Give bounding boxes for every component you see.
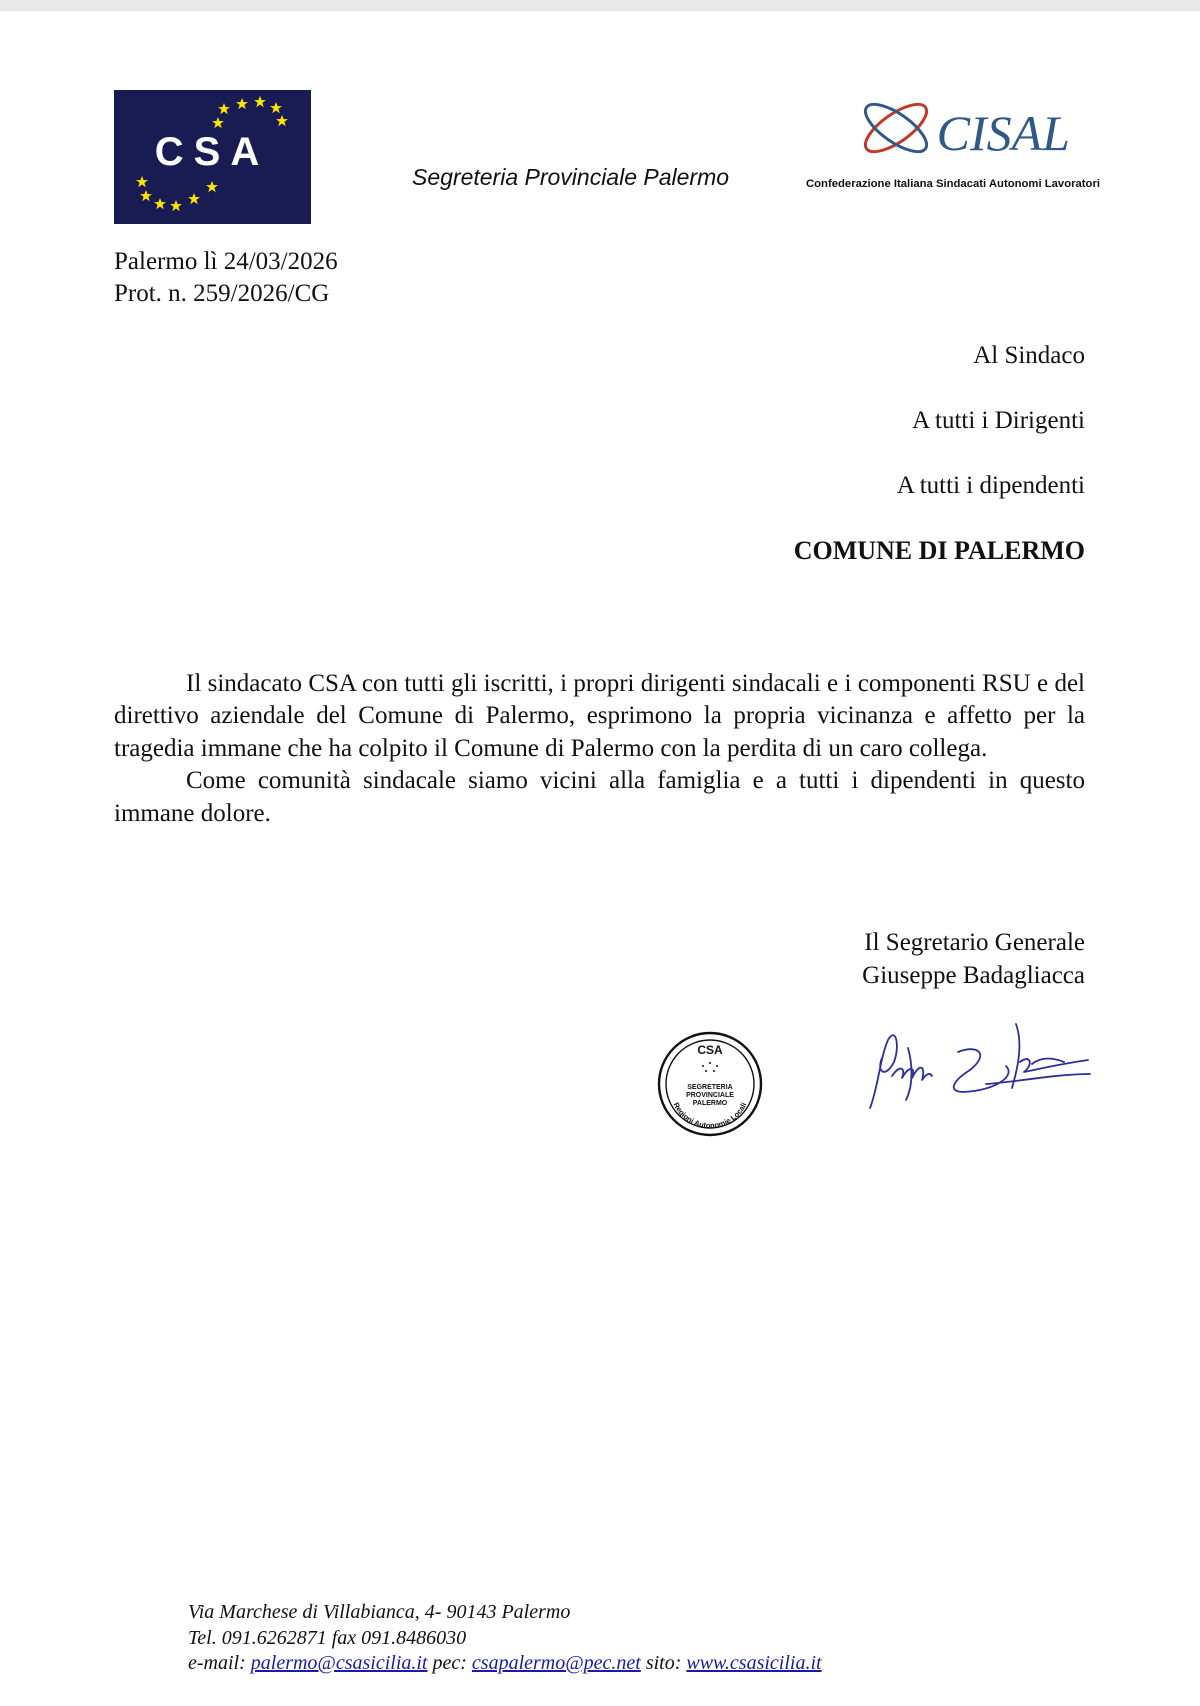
pec-link[interactable]: csapalermo@pec.net [471,1652,641,1674]
footer-address: Via Marchese di Villabianca, 4- 90143 Palermo [188,1601,571,1623]
csa-logo [114,90,311,224]
stamp-line-2: PROVINCIALE [686,1092,734,1099]
body-paragraph-2: Come comunità sindacale siamo vicini alla famiglia e a tutti i dipendenti in questo immane dolore. [114,767,1085,827]
cisal-orbit-icon [858,96,933,160]
recipient-sindaco: Al Sindaco [973,342,1085,369]
letter-date: Palermo lì 24/03/2026 [114,248,338,275]
csa-logo-text: CSA [154,130,270,174]
signer-role: Il Segretario Generale [864,929,1085,956]
body-paragraph-1: Il sindacato CSA con tutti gli iscritti, i propri dirigenti sindacali e i componenti RSU e del direttivo aziendale del Comune di Palermo, esprimono la propria vicinanza e affetto per la tragedia immane che ha colpito il Comune di Palermo con la perdita di un caro collega. [114,670,1085,762]
site-label: sito: [645,1652,682,1674]
stamp-line-1: SEGRETERIA [687,1084,733,1091]
cisal-logo [852,92,1078,168]
segreteria-label: Segreteria Provinciale Palermo [412,164,730,190]
stamp-ring-text: Regioni Autonomie Locali [671,1100,749,1131]
footer-contacts [188,1651,822,1677]
email-link[interactable]: palermo@csasicilia.it [250,1652,428,1674]
recipient-dirigenti: A tutti i Dirigenti [912,407,1085,434]
cisal-subtitle: Confederazione Italiana Sindacati Autonomi Lavoratori [806,178,1100,190]
stamp-line-3: PALERMO [692,1100,728,1107]
handwritten-signature [866,1018,1092,1118]
signature-block [862,926,1085,992]
recipient-comune: COMUNE DI PALERMO [793,536,1085,565]
letter-footer [188,1600,822,1677]
letter-meta [114,246,338,310]
pec-label: pec: [432,1652,467,1674]
signer-name: Giuseppe Badagliacca [862,962,1085,989]
official-stamp [656,1030,764,1138]
recipients-block [794,340,1085,600]
cisal-logo-text: CISAL [936,105,1070,161]
footer-phone: Tel. 091.6262871 fax 091.8486030 [188,1626,467,1649]
protocol-number: Prot. n. 259/2026/CG [114,280,330,307]
stamp-top: CSA [697,1043,723,1057]
top-border [0,0,1200,11]
recipient-dipendenti: A tutti i dipendenti [896,472,1085,499]
letter-body [114,668,1085,830]
stamp-stars-icon [702,1062,718,1072]
site-link[interactable]: www.csasicilia.it [686,1652,822,1674]
email-label: e-mail: [188,1652,246,1674]
